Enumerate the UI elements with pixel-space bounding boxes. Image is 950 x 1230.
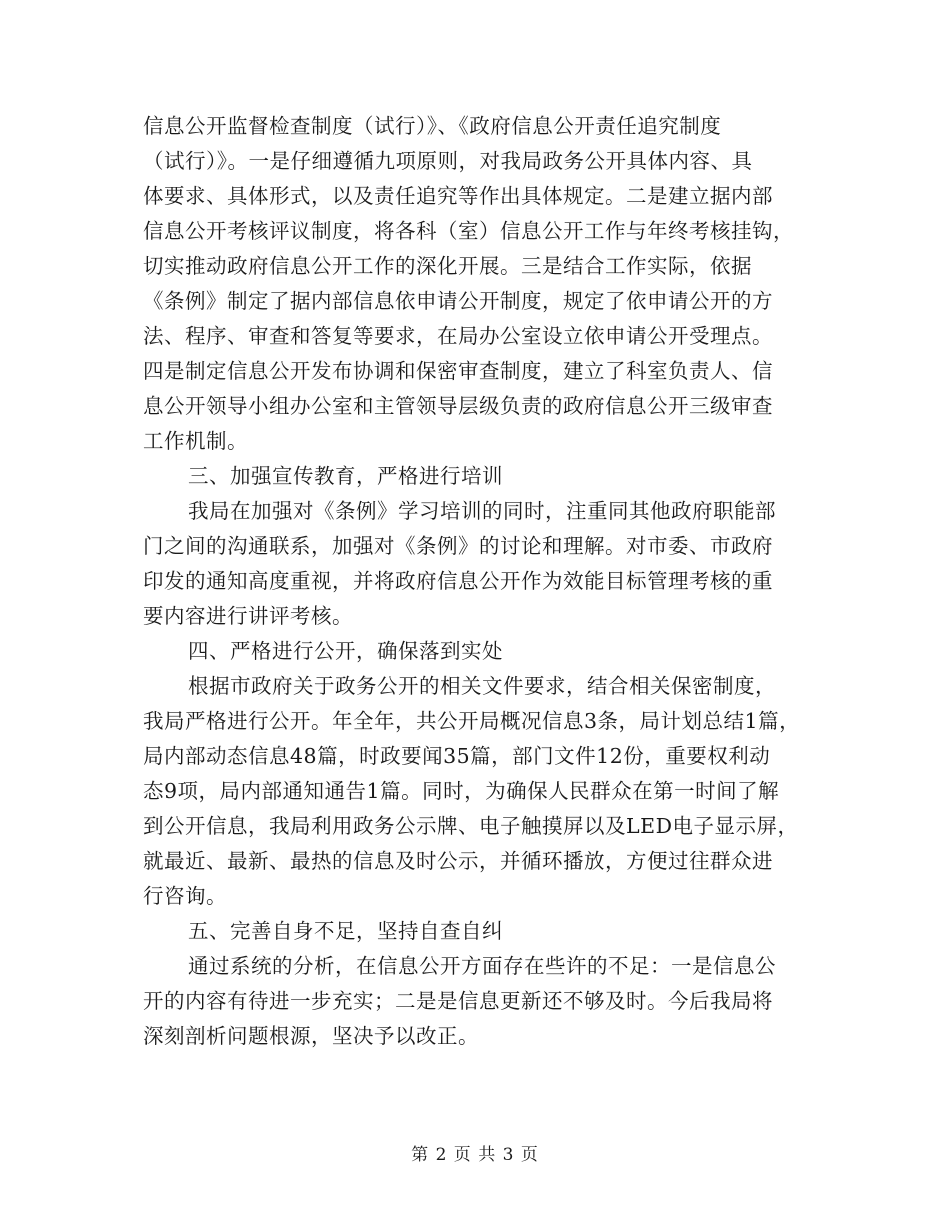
body-text-line: 深刻剖析问题根源，坚决予以改正。 (143, 1024, 479, 1048)
body-text-line: 体要求、具体形式，以及责任追究等作出具体规定。二是建立据内部 (143, 184, 773, 208)
body-text-line: 开的内容有待进一步充实；二是是信息更新还不够及时。今后我局将 (143, 989, 773, 1013)
body-text-line: 信息公开考核评议制度，将各科（室）信息公开工作与年终考核挂钩， (143, 219, 794, 243)
section-heading: 四、严格进行公开，确保落到实处 (188, 639, 503, 663)
body-text-line: 要内容进行讲评考核。 (143, 604, 353, 628)
body-text-line: 态9项，局内部通知通告1篇。同时，为确保人民群众在第一时间了解 (143, 779, 780, 803)
body-text-line: 我局严格进行公开。年全年，共公开局概况信息3条，局计划总结1篇， (143, 709, 801, 733)
body-text-line: （试行）》。一是仔细遵循九项原则，对我局政务公开具体内容、具 (143, 149, 753, 173)
body-text-line: 就最近、最新、最热的信息及时公示，并循环播放，方便过往群众进 (143, 849, 773, 873)
body-text-line: 行咨询。 (143, 884, 227, 908)
body-text-line: 息公开领导小组办公室和主管领导层级负责的政府信息公开三级审查 (143, 394, 773, 418)
body-text-line: 我局在加强对《条例》学习培训的同时，注重同其他政府职能部 (188, 499, 776, 523)
page-number-footer: 第 2 页 共 3 页 (411, 1145, 539, 1165)
body-text-line: 根据市政府关于政务公开的相关文件要求，结合相关保密制度， (188, 674, 776, 698)
body-text-line: 切实推动政府信息公开工作的深化开展。三是结合工作实际，依据 (143, 254, 752, 278)
body-text-line: 法、程序、审查和答复等要求，在局办公室设立依申请公开受理点。 (143, 324, 773, 348)
body-text-line: 信息公开监督检查制度（试行）》、《政府信息公开责任追究制度 (143, 114, 722, 138)
body-text-line: 门之间的沟通联系，加强对《条例》的讨论和理解。对市委、市政府 (143, 534, 773, 558)
body-text-line: 《条例》制定了据内部信息依申请公开制度，规定了依申请公开的方 (143, 289, 773, 313)
section-heading: 三、加强宣传教育，严格进行培训 (188, 464, 503, 488)
section-heading: 五、完善自身不足，坚持自查自纠 (188, 919, 503, 943)
body-text-line: 通过系统的分析，在信息公开方面存在些许的不足：一是信息公 (188, 954, 776, 978)
body-text-line: 印发的通知高度重视，并将政府信息公开作为效能目标管理考核的重 (143, 569, 773, 593)
body-text-line: 局内部动态信息48篇，时政要闻35篇，部门文件12份，重要权利动 (143, 744, 771, 768)
body-text-line: 四是制定信息公开发布协调和保密审查制度，建立了科室负责人、信 (143, 359, 773, 383)
body-text-line: 工作机制。 (143, 429, 248, 453)
body-text-line: 到公开信息，我局利用政务公示牌、电子触摸屏以及LED电子显示屏， (143, 814, 799, 838)
